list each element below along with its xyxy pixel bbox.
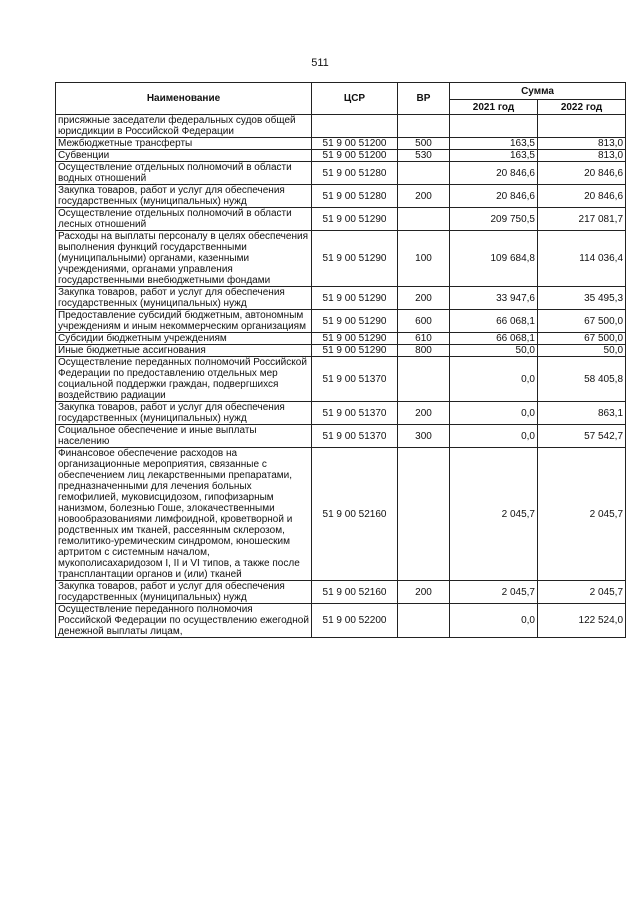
cell-vr: 200 [398,402,450,425]
cell-csr: 51 9 00 51290 [312,208,398,231]
cell-2021: 163,5 [450,138,538,150]
cell-name: Межбюджетные трансферты [56,138,312,150]
cell-2022: 122 524,0 [538,604,626,638]
cell-2022: 2 045,7 [538,581,626,604]
cell-vr: 800 [398,345,450,357]
table-row [56,150,626,162]
cell-name: Осуществление переданных полномочий Российской Федерации по предоставлению отдельных мер социальной поддержки граждан, подвергшихся воздействию радиации [56,357,312,402]
cell-2022: 813,0 [538,150,626,162]
cell-2021: 0,0 [450,425,538,448]
cell-2021: 50,0 [450,345,538,357]
cell-2022: 863,1 [538,402,626,425]
cell-vr: 200 [398,185,450,208]
cell-2021: 20 846,6 [450,162,538,185]
cell-2022 [538,115,626,138]
table-row [56,357,626,402]
cell-csr: 51 9 00 51290 [312,345,398,357]
table-row [56,138,626,150]
cell-name: Закупка товаров, работ и услуг для обеспечения государственных (муниципальных) нужд [56,287,312,310]
cell-2021: 0,0 [450,357,538,402]
cell-csr: 51 9 00 52160 [312,448,398,581]
cell-vr: 600 [398,310,450,333]
cell-vr: 500 [398,138,450,150]
budget-table [55,82,626,638]
cell-name: Финансовое обеспечение расходов на организационные мероприятия, связанные с обеспечением лиц лекарственными препаратами, предназначенными для лечения больных гемофилией, муковисцидозом, гипофизарным нанизмом, болезнью Гоше, злокачественными новообразованиями лимфоидной, кроветворной и родственных им тканей, рассеянным склерозом, гемолитико-уремическим синдромом, юношеским артритом с системным началом, мукополисахаридозом I, II и VI типов, а также после трансплантации органов и (или) тканей [56,448,312,581]
cell-2022: 58 405,8 [538,357,626,402]
table-row [56,425,626,448]
table-row [56,310,626,333]
cell-name: Иные бюджетные ассигнования [56,345,312,357]
page-number: 511 [311,57,329,69]
cell-name: присяжные заседатели федеральных судов общей юрисдикции в Российской Федерации [56,115,312,138]
cell-2021: 20 846,6 [450,185,538,208]
cell-vr: 300 [398,425,450,448]
cell-csr: 51 9 00 52160 [312,581,398,604]
cell-2022: 20 846,6 [538,185,626,208]
table-row [56,208,626,231]
cell-2022: 67 500,0 [538,333,626,345]
table-row [56,604,626,638]
cell-vr [398,162,450,185]
cell-csr: 51 9 00 51370 [312,425,398,448]
table-row [56,581,626,604]
cell-vr: 610 [398,333,450,345]
table-row [56,287,626,310]
cell-name: Осуществление отдельных полномочий в области водных отношений [56,162,312,185]
cell-vr [398,115,450,138]
cell-vr [398,357,450,402]
cell-2022: 20 846,6 [538,162,626,185]
cell-vr: 530 [398,150,450,162]
cell-name: Расходы на выплаты персоналу в целях обеспечения выполнения функций государственными (муниципальными) органами, казенными учреждениями, органами управления государственными внебюджетными фондами [56,231,312,287]
cell-name: Закупка товаров, работ и услуг для обеспечения государственных (муниципальных) нужд [56,581,312,604]
table-row [56,333,626,345]
cell-2021: 109 684,8 [450,231,538,287]
cell-csr: 51 9 00 51290 [312,231,398,287]
cell-2022: 217 081,7 [538,208,626,231]
cell-2021: 66 068,1 [450,310,538,333]
cell-vr [398,448,450,581]
cell-name: Закупка товаров, работ и услуг для обеспечения государственных (муниципальных) нужд [56,402,312,425]
cell-vr [398,208,450,231]
table-row [56,402,626,425]
cell-vr: 200 [398,581,450,604]
cell-csr: 51 9 00 51370 [312,402,398,425]
cell-2021: 0,0 [450,604,538,638]
header-name: Наименование [56,83,312,115]
cell-2021: 163,5 [450,150,538,162]
cell-name: Осуществление отдельных полномочий в области лесных отношений [56,208,312,231]
table-row [56,162,626,185]
table-body [56,115,626,638]
cell-2022: 57 542,7 [538,425,626,448]
header-sum: Сумма [450,83,626,100]
cell-2021 [450,115,538,138]
cell-csr: 51 9 00 51370 [312,357,398,402]
cell-csr: 51 9 00 51290 [312,310,398,333]
header-csr: ЦСР [312,83,398,115]
cell-2022: 35 495,3 [538,287,626,310]
cell-vr [398,604,450,638]
cell-csr [312,115,398,138]
table-row [56,345,626,357]
header-year-2021: 2021 год [450,100,538,115]
header-vr: ВР [398,83,450,115]
cell-2022: 813,0 [538,138,626,150]
cell-vr: 200 [398,287,450,310]
cell-2021: 66 068,1 [450,333,538,345]
table-row [56,231,626,287]
cell-name: Социальное обеспечение и иные выплаты населению [56,425,312,448]
cell-csr: 51 9 00 51290 [312,333,398,345]
cell-2021: 2 045,7 [450,448,538,581]
cell-name: Субсидии бюджетным учреждениям [56,333,312,345]
cell-csr: 51 9 00 52200 [312,604,398,638]
cell-csr: 51 9 00 51280 [312,185,398,208]
table-header [56,83,626,115]
cell-2021: 209 750,5 [450,208,538,231]
cell-2021: 2 045,7 [450,581,538,604]
header-year-2022: 2022 год [538,100,626,115]
cell-2022: 2 045,7 [538,448,626,581]
cell-2022: 50,0 [538,345,626,357]
cell-2021: 0,0 [450,402,538,425]
table-row [56,185,626,208]
cell-vr: 100 [398,231,450,287]
cell-csr: 51 9 00 51290 [312,287,398,310]
cell-name: Субвенции [56,150,312,162]
cell-csr: 51 9 00 51200 [312,150,398,162]
cell-2022: 114 036,4 [538,231,626,287]
cell-name: Закупка товаров, работ и услуг для обеспечения государственных (муниципальных) нужд [56,185,312,208]
table-row [56,115,626,138]
table-row [56,448,626,581]
cell-csr: 51 9 00 51280 [312,162,398,185]
cell-name: Предоставление субсидий бюджетным, автономным учреждениям и иным некоммерческим организациям [56,310,312,333]
cell-2021: 33 947,6 [450,287,538,310]
cell-name: Осуществление переданного полномочия Российской Федерации по осуществлению ежегодной денежной выплаты лицам, [56,604,312,638]
cell-csr: 51 9 00 51200 [312,138,398,150]
cell-2022: 67 500,0 [538,310,626,333]
